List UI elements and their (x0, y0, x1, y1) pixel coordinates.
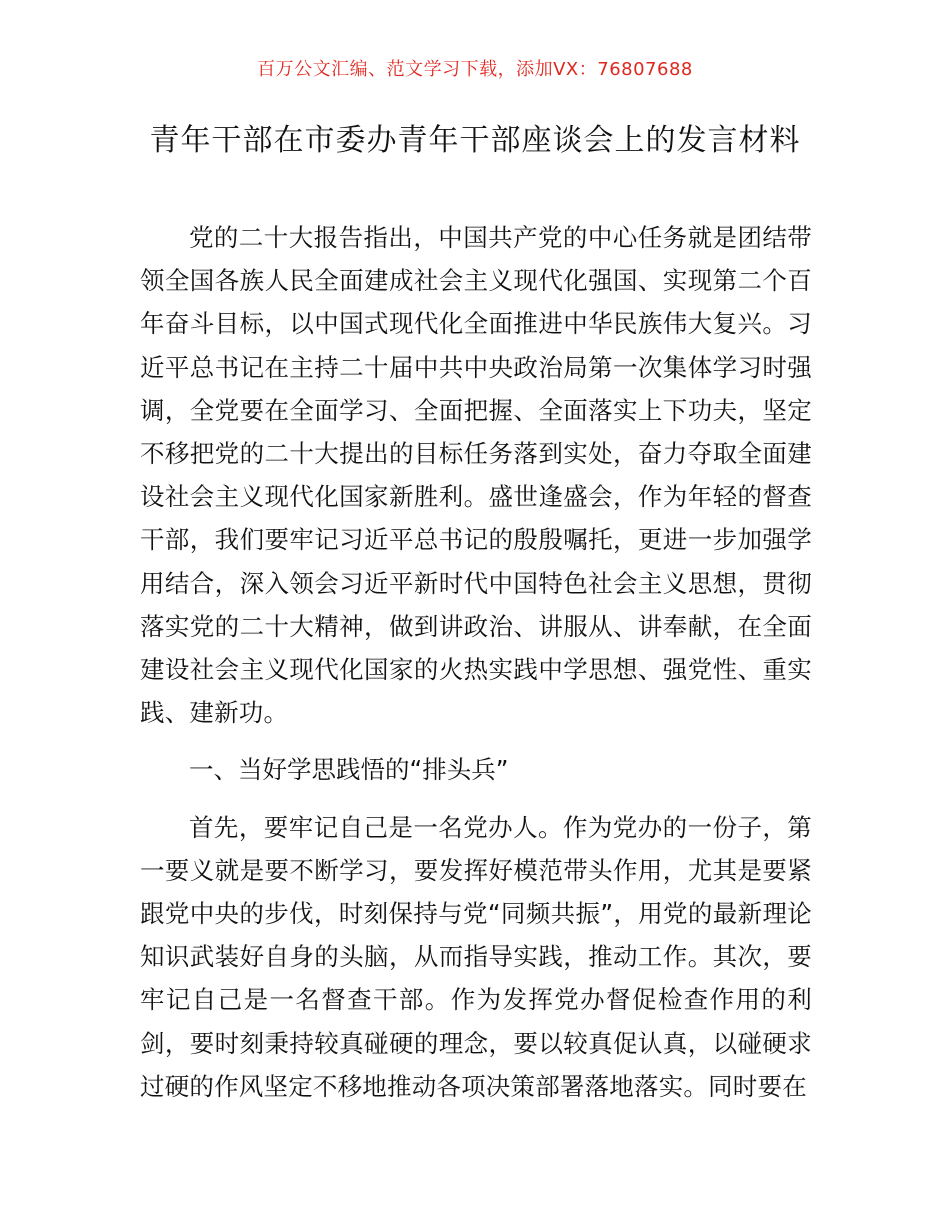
document-body (140, 216, 812, 1108)
header-watermark-note: 百万公文汇编、范文学习下载，添加VX：76807688 (257, 59, 693, 80)
body-paragraph-section-1: 首先，要牢记自己是一名党办人。作为党办的一份子，第一要义就是要不断学习，要发挥好模范带头作用，尤其是要紧跟党中央的步伐，时刻保持与党“同频共振”，用党的最新理论知识武装好自身的头脑，从而指导实践，推动工作。其次，要牢记自己是一名督查干部。作为发挥党办督促检查作用的利剑，要时刻秉持较真碰硬的理念，要以较真促认真，以碰硬求过硬的作风坚定不移地推动各项决策部署落地落实。同时要在 (140, 812, 812, 1101)
section-heading-1: 一、当好学思践悟的“排头兵” (189, 755, 509, 785)
body-paragraph-intro: 党的二十大报告指出，中国共产党的中心任务就是团结带领全国各族人民全面建成社会主义现代化强国、实现第二个百年奋斗目标，以中国式现代化全面推进中华民族伟大复兴。习近平总书记在主持二十届中共中央政治局第一次集体学习时强调，全党要在全面学习、全面把握、全面落实上下功夫，坚定不移把党的二十大提出的目标任务落到实处，奋力夺取全面建设社会主义现代化国家新胜利。盛世逢盛会，作为年轻的督查干部，我们要牢记习近平总书记的殷殷嘱托，更进一步加强学用结合，深入领会习近平新时代中国特色社会主义思想，贯彻落实党的二十大精神，做到讲政治、讲服从、讲奉献，在全面建设社会主义现代化国家的火热实践中学思想、强党性、重实践、建新功。 (140, 223, 812, 728)
document-title: 青年干部在市委办青年干部座谈会上的发言材料 (149, 123, 801, 158)
